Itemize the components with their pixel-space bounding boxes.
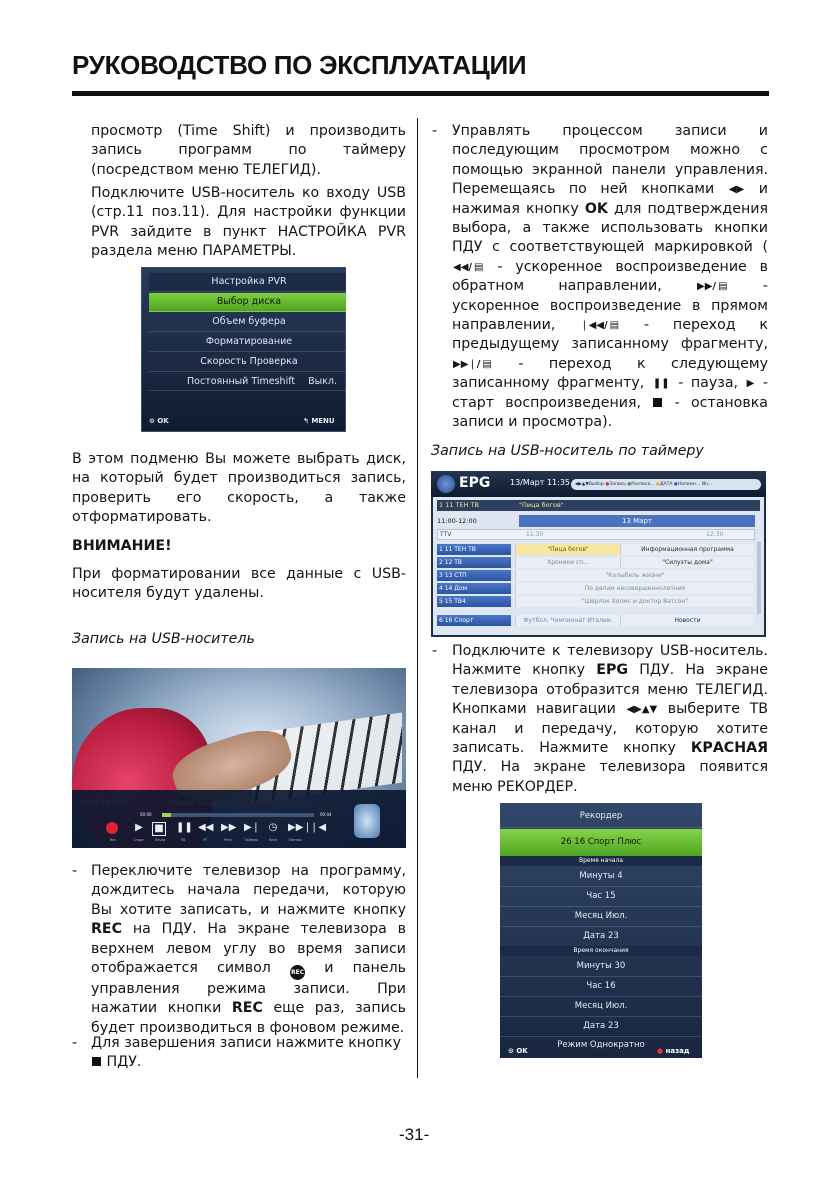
epg-scrollbar[interactable]	[757, 542, 761, 614]
warning-text: При форматировании все данные с USB-носителя будут удалены.	[72, 566, 406, 602]
record-instructions: Переключите телевизор на программу, дождитесь начала передачи, которую Вы хотите записать, и нажмите кнопку REC на ПДУ. На экране телевизора в верхнем левом углу во время записи отображается символ REC и панель управления режима записи. При нажатии кнопки REC еще раз, запись будет производиться в фоновом режиме.	[91, 863, 406, 1036]
warning-title: ВНИМАНИЕ!	[72, 538, 172, 554]
bullet-dash: -	[432, 643, 438, 659]
stop-icon	[92, 1057, 101, 1066]
pause-icon: ❚❚	[652, 378, 670, 390]
epg-date-header: 13 Март	[519, 515, 755, 527]
epg-channel[interactable]: 5 15 ТВ4	[437, 596, 511, 607]
epg-program[interactable]: Хроники сп...	[515, 557, 620, 568]
bullet-dash: -	[432, 123, 438, 139]
epg-screenshot	[431, 471, 766, 637]
repeat-icon[interactable]: ❘◀	[310, 822, 327, 833]
epg-current-row: 1 11 ТЕН ТВ "Пица богов"	[437, 500, 760, 511]
pvr-menu-title: Настройка PVR	[149, 273, 346, 292]
rec-button-icon[interactable]	[106, 822, 118, 834]
epg-program[interactable]: "Силуэты дома"	[620, 557, 754, 568]
recorder-channel[interactable]: 26 16 Спорт Плюс	[500, 829, 702, 857]
ok-icon: ⊙	[149, 417, 158, 425]
recorder-end-month[interactable]: Месяц Июл.	[500, 996, 702, 1017]
prev-track-icon: ❘◀◀/	[580, 320, 608, 332]
timer-record-section-title: Запись на USB-носитель по таймеру	[431, 443, 704, 459]
usb-paragraph: Подключите USB-носитель ко входу USB (стр.11 поз.11). Для настройки функции PVR зайдите в пункт НАСТРОЙКА PVR раздела меню ПАРАМЕТРЫ.	[91, 185, 406, 260]
recording-video-screenshot	[72, 668, 406, 848]
next-alt-icon: ▤	[482, 358, 492, 370]
bullet-dash: -	[72, 863, 78, 879]
recorder-end-hour[interactable]: Час 16	[500, 976, 702, 997]
pvr-item-disk[interactable]: Выбор диска	[149, 293, 346, 312]
epg-instructions: Подключите к телевизору USB-носитель. Нажмите кнопку EPG ПДУ. На экране телевизора отобразится меню ТЕЛЕГИД. Кнопками навигации ◀▶▲▼ выберите ТВ канал и передачу, которую хотите записать. Нажмите кнопку КРАСНАЯ ПДУ. На экране телевизора появится меню РЕКОРДЕР.	[452, 643, 768, 795]
recorder-start-hour[interactable]: Час 15	[500, 886, 702, 907]
globe-icon	[437, 475, 455, 493]
rewind-alt-icon: ▤	[474, 261, 484, 273]
epg-timeline: TTV 11:30 12:30	[437, 529, 755, 540]
epg-program[interactable]: По делам несовершеннолетних	[515, 583, 754, 594]
pvr-item-timeshift[interactable]	[149, 373, 346, 391]
recorder-end-date[interactable]: Дата 23	[500, 1016, 702, 1037]
fast-forward-alt-icon: ▤	[718, 281, 728, 293]
pvr-menu-screenshot	[141, 267, 346, 432]
time-start: 00:00	[140, 812, 152, 817]
prev-alt-icon: ▤	[609, 320, 620, 332]
epg-program[interactable]: Футбол. Чемпионат Италии.	[515, 615, 620, 626]
recorder-menu-screenshot	[500, 803, 702, 1058]
progress-bar	[162, 813, 314, 817]
rewind-icon: ◀◀/	[453, 261, 473, 273]
nav-arrows-icon: ◀▶▲▼	[626, 704, 658, 716]
pvr-item-timeshift-label: Постоянный Timeshift	[187, 376, 296, 387]
epg-channel[interactable]: 3 13 СТП	[437, 570, 511, 581]
epg-legend: ◀▶▲▼Выбор ●Запись ●Расписа... ●ДАТА ●Напомн... Ин...	[571, 479, 761, 490]
recorder-ok-hint: ⊙ OK	[508, 1047, 528, 1055]
recorder-back-hint: ● назад	[657, 1047, 690, 1055]
epg-program[interactable]: "Колыбель жизни"	[515, 570, 754, 581]
play-icon: ▶	[746, 378, 755, 390]
progress-fill	[162, 813, 171, 817]
stop-icon	[653, 398, 662, 407]
label-prev: Prev	[224, 838, 232, 842]
usb-record-section-title: Запись на USB-носитель	[72, 631, 255, 647]
label-pause: Пауза	[154, 838, 166, 842]
label-ff: FF	[202, 838, 208, 842]
ok-icon: ⊙	[508, 1047, 517, 1055]
rewind-icon[interactable]: ◀◀	[198, 822, 214, 833]
stop-icon[interactable]: ■	[152, 822, 166, 836]
time-end: 00:04	[320, 812, 332, 817]
epg-channel[interactable]: 2 12 ТВ	[437, 557, 511, 568]
return-icon: ↰	[303, 417, 312, 425]
pvr-timeshift-value: Выкл.	[308, 376, 337, 387]
recorder-start-label: Время начала	[500, 856, 702, 866]
epg-logo: EPG	[459, 475, 491, 491]
fast-forward-icon: ▶▶/	[697, 281, 717, 293]
pvr-item-buffer[interactable]: Объем буфера	[149, 313, 346, 332]
epg-channel[interactable]: 4 14 Дом	[437, 583, 511, 594]
recorder-start-minutes[interactable]: Минуты 4	[500, 866, 702, 887]
epg-header	[431, 471, 766, 497]
label-fb: FB	[180, 838, 186, 842]
label-next: Next	[268, 838, 278, 842]
prev-icon[interactable]: ▶❘	[244, 822, 261, 833]
pvr-item-format[interactable]: Форматирование	[149, 333, 346, 352]
intro-paragraph: просмотр (Time Shift) и производить запись программ по таймеру (посредством меню ТЕЛЕГИД).	[91, 123, 406, 178]
control-panel-instructions: Управлять процессом записи и последующим просмотром можно с помощью экранной панели управления. Перемещаясь по ней кнопками ◀▶ и нажимая кнопку OK для подтверждения выбора, а также использовать кнопки ПДУ с соответствующей маркировкой (◀◀/ ▤ - ускоренное воспроизведение в обратном направлении, ▶▶/ ▤ - ускоренное воспроизведение в прямом направлении, ❘◀◀/ ▤ - переход к предыдущему записанному фрагменту, ▶▶❘/ ▤ - переход к следующему записанному фрагменту, ❚❚ - пауза, ▶ - старт воспроизведения, - остановка записи и просмотра).	[452, 123, 768, 431]
epg-program[interactable]: Информационная программа	[620, 544, 754, 555]
page-number: -31-	[399, 1125, 430, 1144]
recorder-start-month[interactable]: Месяц Июл.	[500, 906, 702, 927]
play-icon[interactable]: ▶	[135, 822, 143, 833]
bullet-dash: -	[72, 1035, 78, 1051]
label-timer: Таймер	[244, 838, 258, 842]
fast-forward-icon[interactable]: ▶▶	[221, 822, 237, 833]
recording-control-panel	[72, 790, 406, 848]
epg-program[interactable]: "Шерлок Холмс и доктор Ватсон"	[515, 596, 754, 607]
page-title: РУКОВОДСТВО ПО ЭКСПЛУАТАЦИИ	[72, 50, 527, 80]
recorder-mode[interactable]: Режим Однократно	[557, 1040, 645, 1050]
recorder-end-minutes[interactable]: Минуты 30	[500, 956, 702, 977]
red-dot-icon: ●	[657, 1047, 666, 1055]
submenu-paragraph: В этом подменю Вы можете выбрать диск, на который будет производиться запись, проверить его скорость, а также отформатировать.	[72, 451, 406, 526]
epg-datetime: 13/Март 11:35	[510, 478, 571, 487]
epg-program[interactable]: "Пица богов"	[515, 544, 620, 555]
timer-icon[interactable]: ◷	[268, 822, 278, 833]
rec-icon: REC	[290, 965, 305, 980]
label-rec: Rec	[109, 838, 117, 842]
next-icon[interactable]: ▶▶❘	[288, 822, 312, 833]
epg-time-range: 11:00-12:00	[437, 517, 477, 525]
left-right-arrows-icon: ◀▶	[728, 184, 745, 196]
label-start: Старт	[133, 838, 145, 842]
title-rule	[72, 91, 769, 96]
pause-icon[interactable]: ❚❚	[176, 822, 193, 833]
epg-program[interactable]: Новости	[620, 615, 754, 626]
pvr-ok-hint: ⊙ OK	[149, 417, 169, 425]
recorder-end-label: Время окончания	[500, 946, 702, 956]
recorder-start-date[interactable]: Дата 23	[500, 926, 702, 947]
epg-channel[interactable]: 6 16 Спорт	[437, 615, 511, 626]
label-repeat: Повтор	[288, 838, 302, 842]
epg-channel[interactable]: 1 11 ТЕН ТВ	[437, 544, 511, 555]
pvr-item-speed[interactable]: Скорость Проверка	[149, 353, 346, 372]
usb-drive-icon	[354, 804, 380, 838]
column-divider	[417, 118, 418, 1078]
recorder-title: Рекордер	[500, 805, 702, 828]
stop-instructions: Для завершения записи нажмите кнопку ПДУ.	[91, 1035, 401, 1071]
next-track-icon: ▶▶❘/	[453, 358, 481, 370]
pvr-menu-hint: ↰ MENU	[303, 417, 335, 425]
